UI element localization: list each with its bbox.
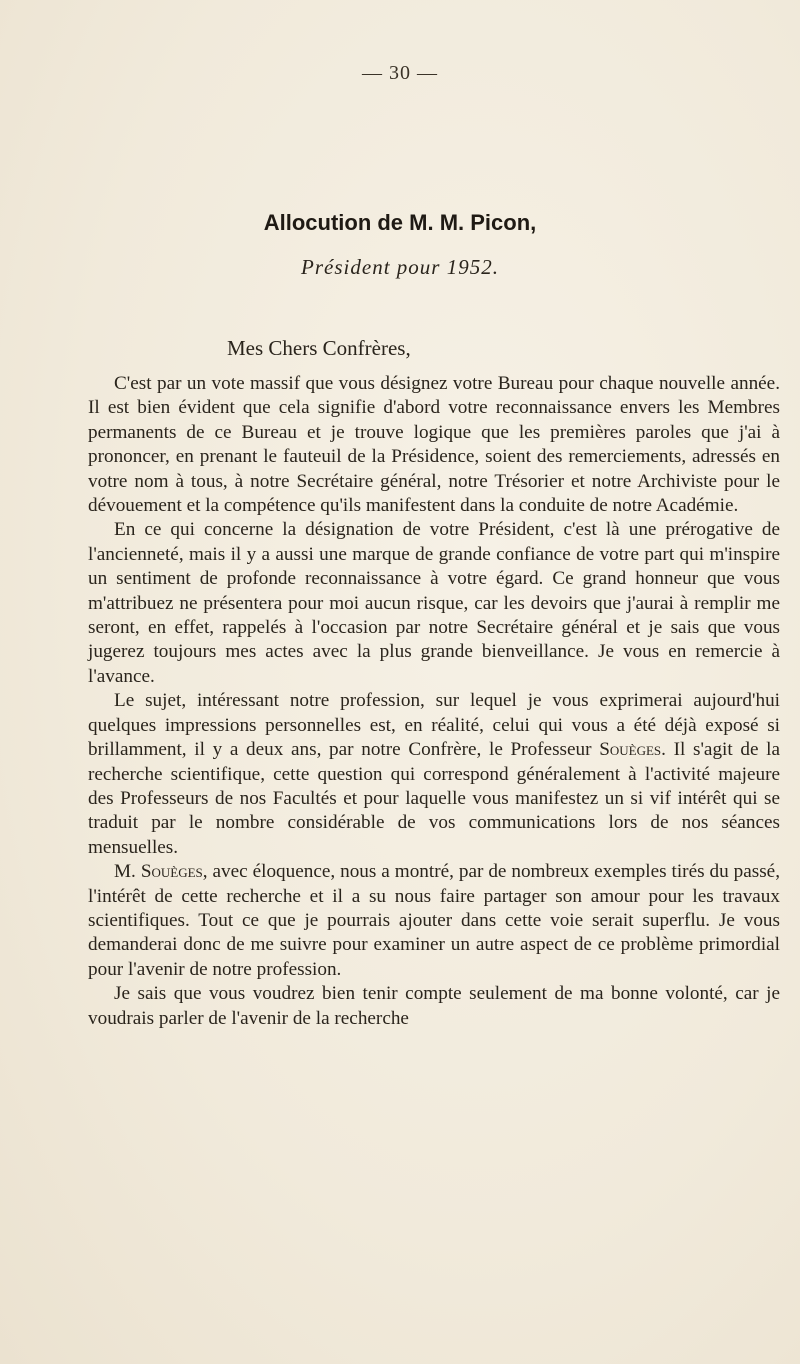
paragraph-4 xyxy=(88,860,780,982)
page-number: — 30 — xyxy=(362,62,438,84)
paragraph-3 xyxy=(88,689,780,860)
paragraph-5: Je sais que vous voudrez bien tenir compte seulement de ma bonne volonté, car je voudrais parler de l'avenir de la recherche xyxy=(88,983,780,1029)
speech-subtitle: Président pour 1952. xyxy=(301,255,499,279)
speech-title: Allocution de M. M. Picon, xyxy=(263,210,537,235)
paragraph-4-text-before: M. xyxy=(114,861,141,883)
salutation: Mes Chers Confrères, xyxy=(227,336,411,360)
paragraph-3-text-before: Le sujet, intéressant notre profession, sur lequel je vous exprimerai aujourd'hui quelques impressions personnelles est, en réalité, celui qui vous a été déjà exposé si brillamment, il y a deux ans, par notre Confrère, le Professeur xyxy=(88,690,780,761)
paragraph-2: En ce qui concerne la désignation de votre Président, c'est là une prérogative de l'ancienneté, mais il y a aussi une marque de grande confiance de votre part qui m'inspire un sentiment de profonde reconnaissance à votre égard. Ce grand honneur que vous m'attribuez ne présentera pour moi aucun risque, car les devoirs que j'aurai à remplir me seront, en effet, rappelés à l'occasion par notre Secrétaire général et je sais que vous jugerez toujours mes actes avec la plus grande bienveillance. Je vous en remercie à l'avance. xyxy=(88,519,780,687)
professor-name: Souèges xyxy=(599,739,662,761)
professor-name: Souèges xyxy=(140,861,203,883)
paragraph-4-text-after: , avec éloquence, nous a montré, par de nombreux exemples tirés du passé, l'intérêt de cette recherche et il a su nous faire partager son amour pour les travaux scientifiques. Tout ce que je pourrais ajouter dans cette voie serait superflu. Je vous demanderai donc de me suivre pour examiner un autre aspect de ce problème primordial pour l'avenir de notre profession. xyxy=(88,861,780,980)
paragraph-1: C'est par un vote massif que vous désignez votre Bureau pour chaque nouvelle année. Il est bien évident que cela signifie d'abord votre reconnaissance envers les Membres permanents de ce Bureau et je trouve logique que les premières paroles que j'ai à prononcer, en prenant le fauteuil de la Présidence, soient des remerciements, adressés en votre nom à tous, à notre Secrétaire général, notre Trésorier et notre Archiviste pour le dévouement et la compétence qu'ils manifestent dans la conduite de notre Académie. xyxy=(88,373,780,517)
body-text xyxy=(88,372,780,1031)
paragraph-3-text-after: . Il s'agit de la recherche scientifique, cette question qui correspond généralement à l'activité majeure des Professeurs de nos Facultés et pour laquelle vous manifestez un si vif intérêt qui se traduit par le nombre considérable de vos communications lors de nos séances mensuelles. xyxy=(88,739,781,858)
